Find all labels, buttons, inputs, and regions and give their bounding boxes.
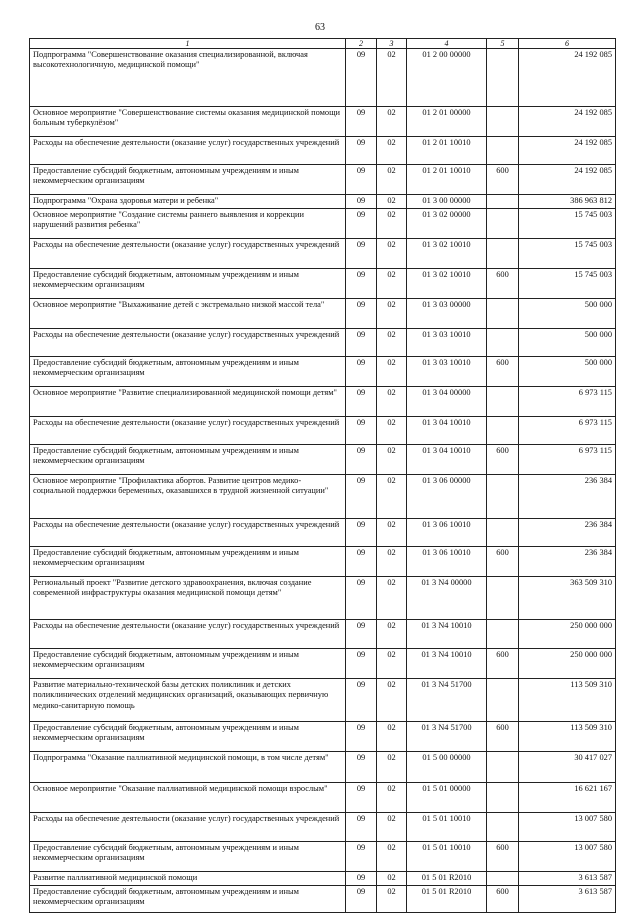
row-subsection: 02 (377, 872, 407, 886)
row-section: 09 (346, 269, 377, 299)
row-section: 09 (346, 547, 377, 577)
row-amount: 16 621 167 (519, 783, 616, 813)
row-amount: 250 000 000 (519, 649, 616, 679)
budget-table (29, 38, 616, 913)
row-target-code: 01 5 00 00000 (407, 752, 487, 783)
table-row (30, 209, 616, 239)
row-expense-type (487, 209, 519, 239)
row-target-code: 01 3 00 00000 (407, 195, 487, 209)
row-amount: 15 745 003 (519, 209, 616, 239)
row-name: Подпрограмма "Совершенствование оказания специализированной, включая высокотехнологичную, медицинской помощи" (30, 49, 346, 107)
row-section: 09 (346, 417, 377, 445)
table-row (30, 49, 616, 107)
row-amount: 500 000 (519, 299, 616, 329)
row-amount: 236 384 (519, 547, 616, 577)
row-target-code: 01 2 00 00000 (407, 49, 487, 107)
row-subsection: 02 (377, 329, 407, 357)
table-row (30, 620, 616, 649)
row-section: 09 (346, 239, 377, 269)
row-amount: 3 613 587 (519, 872, 616, 886)
row-name: Основное мероприятие "Оказание паллиативной медицинской помощи взрослым" (30, 783, 346, 813)
row-amount: 6 973 115 (519, 445, 616, 475)
row-name: Развитие паллиативной медицинской помощи (30, 872, 346, 886)
row-expense-type (487, 813, 519, 842)
row-name: Основное мероприятие "Развитие специализированной медицинской помощи детям" (30, 387, 346, 417)
row-expense-type (487, 783, 519, 813)
table-row (30, 872, 616, 886)
row-expense-type (487, 195, 519, 209)
row-subsection: 02 (377, 547, 407, 577)
row-name: Предоставление субсидий бюджетным, автономным учреждениям и иным некоммерческим организациям (30, 165, 346, 195)
row-section: 09 (346, 137, 377, 165)
row-subsection: 02 (377, 722, 407, 752)
column-number-row (30, 39, 616, 49)
row-amount: 24 192 085 (519, 49, 616, 107)
table-row (30, 577, 616, 620)
row-subsection: 02 (377, 577, 407, 620)
row-expense-type (487, 417, 519, 445)
row-subsection: 02 (377, 679, 407, 722)
row-expense-type: 600 (487, 722, 519, 752)
row-name: Основное мероприятие "Создание системы раннего выявления и коррекции нарушений развития ребенка" (30, 209, 346, 239)
row-subsection: 02 (377, 519, 407, 547)
row-amount: 113 509 310 (519, 679, 616, 722)
row-amount: 13 007 580 (519, 842, 616, 872)
row-subsection: 02 (377, 137, 407, 165)
table-row (30, 519, 616, 547)
row-name: Предоставление субсидий бюджетным, автономным учреждениям и иным некоммерческим организациям (30, 445, 346, 475)
row-subsection: 02 (377, 649, 407, 679)
row-subsection: 02 (377, 475, 407, 519)
table-row (30, 195, 616, 209)
column-header: 1 (30, 39, 346, 49)
row-section: 09 (346, 357, 377, 387)
row-subsection: 02 (377, 417, 407, 445)
row-amount: 386 963 812 (519, 195, 616, 209)
table-row (30, 417, 616, 445)
row-expense-type: 600 (487, 357, 519, 387)
row-section: 09 (346, 49, 377, 107)
row-target-code: 01 3 04 10010 (407, 445, 487, 475)
row-name: Основное мероприятие "Профилактика абортов. Развитие центров медико-социальной поддержки беременных, оказавшихся в трудной жизненной ситуации" (30, 475, 346, 519)
row-section: 09 (346, 722, 377, 752)
row-amount: 6 973 115 (519, 387, 616, 417)
row-name: Расходы на обеспечение деятельности (оказание услуг) государственных учреждений (30, 620, 346, 649)
row-name: Расходы на обеспечение деятельности (оказание услуг) государственных учреждений (30, 417, 346, 445)
table-row (30, 357, 616, 387)
row-target-code: 01 3 06 00000 (407, 475, 487, 519)
row-target-code: 01 3 N4 51700 (407, 722, 487, 752)
table-row (30, 107, 616, 137)
row-section: 09 (346, 299, 377, 329)
table-row (30, 445, 616, 475)
row-expense-type (487, 387, 519, 417)
row-section: 09 (346, 475, 377, 519)
row-section: 09 (346, 752, 377, 783)
row-target-code: 01 2 01 10010 (407, 137, 487, 165)
row-amount: 3 613 587 (519, 886, 616, 913)
row-target-code: 01 3 02 00000 (407, 209, 487, 239)
row-name: Предоставление субсидий бюджетным, автономным учреждениям и иным некоммерческим организациям (30, 886, 346, 913)
row-expense-type (487, 107, 519, 137)
row-name: Расходы на обеспечение деятельности (оказание услуг) государственных учреждений (30, 813, 346, 842)
row-section: 09 (346, 872, 377, 886)
row-name: Основное мероприятие "Совершенствование системы оказания медицинской помощи больным туберкулёзом" (30, 107, 346, 137)
row-subsection: 02 (377, 165, 407, 195)
row-expense-type: 600 (487, 649, 519, 679)
row-expense-type (487, 577, 519, 620)
table-row (30, 387, 616, 417)
row-target-code: 01 5 01 10010 (407, 813, 487, 842)
row-amount: 236 384 (519, 475, 616, 519)
row-section: 09 (346, 445, 377, 475)
row-amount: 250 000 000 (519, 620, 616, 649)
table-row (30, 299, 616, 329)
table-row (30, 547, 616, 577)
row-expense-type (487, 49, 519, 107)
row-expense-type (487, 475, 519, 519)
row-section: 09 (346, 577, 377, 620)
row-expense-type (487, 620, 519, 649)
row-amount: 24 192 085 (519, 165, 616, 195)
row-expense-type (487, 679, 519, 722)
row-target-code: 01 5 01 R2010 (407, 872, 487, 886)
row-name: Предоставление субсидий бюджетным, автономным учреждениям и иным некоммерческим организациям (30, 722, 346, 752)
table-row (30, 329, 616, 357)
page-number: 63 (315, 22, 325, 33)
row-target-code: 01 3 02 10010 (407, 239, 487, 269)
row-name: Предоставление субсидий бюджетным, автономным учреждениям и иным некоммерческим организациям (30, 842, 346, 872)
table-row (30, 239, 616, 269)
row-subsection: 02 (377, 269, 407, 299)
row-expense-type: 600 (487, 547, 519, 577)
row-subsection: 02 (377, 620, 407, 649)
row-target-code: 01 3 N4 00000 (407, 577, 487, 620)
table-row (30, 137, 616, 165)
row-expense-type: 600 (487, 886, 519, 913)
row-name: Предоставление субсидий бюджетным, автономным учреждениям и иным некоммерческим организациям (30, 269, 346, 299)
row-name: Основное мероприятие "Выхаживание детей с экстремально низкой массой тела" (30, 299, 346, 329)
table-row (30, 783, 616, 813)
row-subsection: 02 (377, 783, 407, 813)
row-section: 09 (346, 620, 377, 649)
row-section: 09 (346, 813, 377, 842)
row-section: 09 (346, 679, 377, 722)
row-target-code: 01 5 01 00000 (407, 783, 487, 813)
row-target-code: 01 3 N4 51700 (407, 679, 487, 722)
row-expense-type: 600 (487, 165, 519, 195)
row-target-code: 01 5 01 R2010 (407, 886, 487, 913)
table-row (30, 886, 616, 913)
row-subsection: 02 (377, 195, 407, 209)
row-expense-type: 600 (487, 842, 519, 872)
row-amount: 15 745 003 (519, 269, 616, 299)
row-name: Подпрограмма "Охрана здоровья матери и ребенка" (30, 195, 346, 209)
row-subsection: 02 (377, 107, 407, 137)
table-row (30, 813, 616, 842)
row-target-code: 01 3 02 10010 (407, 269, 487, 299)
table-row (30, 269, 616, 299)
row-amount: 363 509 310 (519, 577, 616, 620)
row-name: Расходы на обеспечение деятельности (оказание услуг) государственных учреждений (30, 519, 346, 547)
row-name: Расходы на обеспечение деятельности (оказание услуг) государственных учреждений (30, 239, 346, 269)
row-subsection: 02 (377, 813, 407, 842)
row-amount: 30 417 027 (519, 752, 616, 783)
table-row (30, 679, 616, 722)
row-section: 09 (346, 209, 377, 239)
row-section: 09 (346, 107, 377, 137)
column-header: 3 (377, 39, 407, 49)
row-target-code: 01 2 01 10010 (407, 165, 487, 195)
column-header: 5 (487, 39, 519, 49)
row-subsection: 02 (377, 445, 407, 475)
row-expense-type (487, 239, 519, 269)
column-header: 4 (407, 39, 487, 49)
row-section: 09 (346, 649, 377, 679)
row-target-code: 01 3 03 10010 (407, 357, 487, 387)
table-row (30, 752, 616, 783)
row-amount: 15 745 003 (519, 239, 616, 269)
row-expense-type: 600 (487, 269, 519, 299)
row-expense-type: 600 (487, 445, 519, 475)
row-target-code: 01 5 01 10010 (407, 842, 487, 872)
table-row (30, 649, 616, 679)
row-name: Предоставление субсидий бюджетным, автономным учреждениям и иным некоммерческим организациям (30, 649, 346, 679)
table-row (30, 842, 616, 872)
row-amount: 236 384 (519, 519, 616, 547)
row-section: 09 (346, 886, 377, 913)
row-amount: 6 973 115 (519, 417, 616, 445)
row-name: Расходы на обеспечение деятельности (оказание услуг) государственных учреждений (30, 137, 346, 165)
row-target-code: 01 3 04 10010 (407, 417, 487, 445)
row-amount: 24 192 085 (519, 107, 616, 137)
row-name: Подпрограмма "Оказание паллиативной медицинской помощи, в том числе детям" (30, 752, 346, 783)
table-row (30, 722, 616, 752)
row-subsection: 02 (377, 299, 407, 329)
row-amount: 500 000 (519, 357, 616, 387)
row-name: Региональный проект "Развитие детского здравоохранения, включая создание современной инфраструктуры оказания медицинской помощи детям" (30, 577, 346, 620)
row-amount: 24 192 085 (519, 137, 616, 165)
row-target-code: 01 3 06 10010 (407, 547, 487, 577)
row-section: 09 (346, 387, 377, 417)
row-expense-type (487, 137, 519, 165)
row-expense-type (487, 872, 519, 886)
row-subsection: 02 (377, 49, 407, 107)
row-target-code: 01 3 03 10010 (407, 329, 487, 357)
row-name: Предоставление субсидий бюджетным, автономным учреждениям и иным некоммерческим организациям (30, 357, 346, 387)
row-section: 09 (346, 519, 377, 547)
row-expense-type (487, 299, 519, 329)
row-amount: 500 000 (519, 329, 616, 357)
row-subsection: 02 (377, 886, 407, 913)
row-section: 09 (346, 195, 377, 209)
row-name: Предоставление субсидий бюджетным, автономным учреждениям и иным некоммерческим организациям (30, 547, 346, 577)
row-target-code: 01 3 N4 10010 (407, 620, 487, 649)
row-expense-type (487, 519, 519, 547)
row-amount: 13 007 580 (519, 813, 616, 842)
row-section: 09 (346, 783, 377, 813)
row-target-code: 01 3 06 10010 (407, 519, 487, 547)
row-subsection: 02 (377, 752, 407, 783)
column-header: 2 (346, 39, 377, 49)
row-target-code: 01 3 04 00000 (407, 387, 487, 417)
row-target-code: 01 3 03 00000 (407, 299, 487, 329)
row-name: Расходы на обеспечение деятельности (оказание услуг) государственных учреждений (30, 329, 346, 357)
row-name: Развитие материально-технической базы детских поликлиник и детских поликлинических отделений медицинских организаций, оказывающих первичную медико-санитарную помощь (30, 679, 346, 722)
table-row (30, 165, 616, 195)
column-header: 6 (519, 39, 616, 49)
row-subsection: 02 (377, 842, 407, 872)
row-expense-type (487, 329, 519, 357)
row-section: 09 (346, 842, 377, 872)
row-subsection: 02 (377, 239, 407, 269)
row-subsection: 02 (377, 357, 407, 387)
row-section: 09 (346, 165, 377, 195)
row-target-code: 01 2 01 00000 (407, 107, 487, 137)
row-expense-type (487, 752, 519, 783)
row-target-code: 01 3 N4 10010 (407, 649, 487, 679)
row-amount: 113 509 310 (519, 722, 616, 752)
row-subsection: 02 (377, 209, 407, 239)
table-row (30, 475, 616, 519)
row-section: 09 (346, 329, 377, 357)
row-subsection: 02 (377, 387, 407, 417)
